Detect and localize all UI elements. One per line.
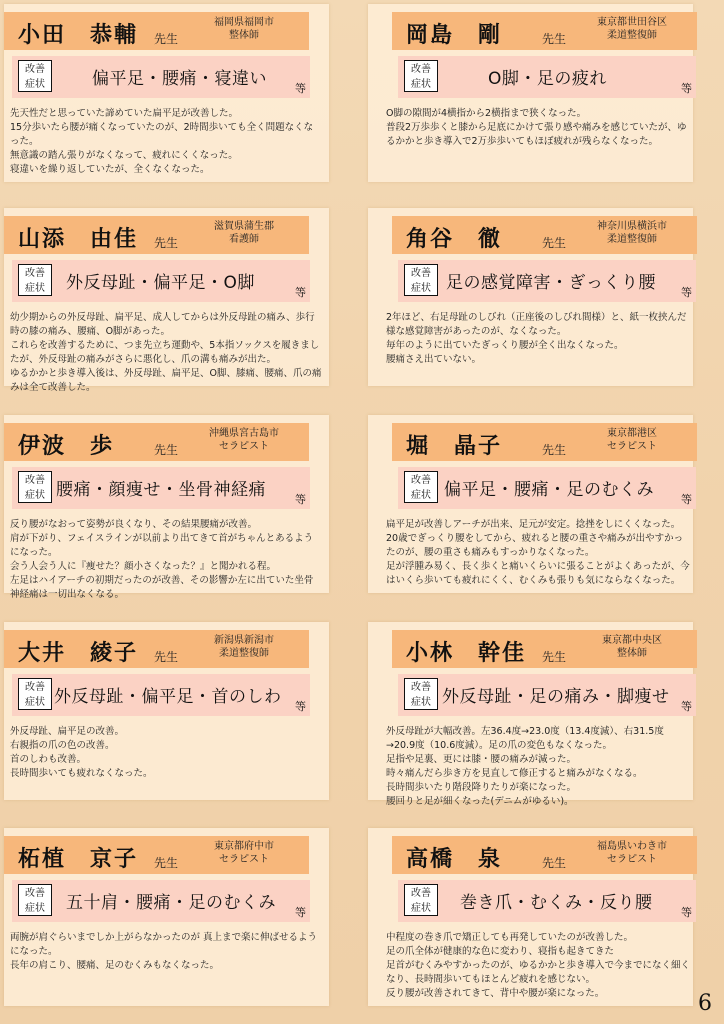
symptom-list: 腰痛・顔痩せ・坐骨神経痛 [56, 480, 266, 500]
improved-symptom-tag: 改善 症状 [404, 60, 438, 92]
etc-label: 等 [295, 700, 306, 713]
etc-label: 等 [681, 82, 692, 95]
improved-symptom-tag: 改善 症状 [18, 884, 52, 916]
name-bar [392, 630, 697, 668]
testimonial-text: 幼少期からの外反母趾、扁平足、成人してからは外反母趾の痛み、歩行時の膝の痛み、腰痛、O脚があった。 これらを改善するために、つま先立ち運動や、5本指ソックスを履きましたが、外反母趾の痛みがさらに悪化し、爪の溝も痛みが出た。 ゆるかかと歩き導入後は、外反母趾、扁平足、O脚、膝痛、腰痛、爪の痛みは全て改善した。 [10, 312, 322, 393]
symptom-list: 外反母趾・足の痛み・脚痩せ [442, 687, 670, 707]
testimonial-text: 扁平足が改善しアーチが出来、足元が安定。捻挫をしにくくなった。 20歳でぎっくり腰をしてから、疲れると腰の重さや痛みが出やすかったのが、腰の重さも痛みもすっかりなくなった。 足が浮腫み易く、長く歩くと痛いくらいに張ることがよくあったが、今はいくら歩いても疲れにくく、むくみも張りも気にならなくなった。 [386, 519, 690, 586]
etc-label: 等 [295, 286, 306, 299]
testimonial-card [4, 208, 329, 393]
testimonial-card [4, 4, 329, 182]
testimonial-card [368, 828, 693, 1006]
honorific: 先生 [154, 650, 179, 664]
etc-label: 等 [295, 493, 306, 506]
honorific: 先生 [542, 236, 567, 250]
affiliation: 東京都中央区 整体師 [602, 635, 662, 659]
symptom-list: 偏平足・腰痛・足のむくみ [444, 480, 654, 500]
person-name: 岡島 剛 [406, 22, 503, 48]
improved-symptom-tag: 改善 症状 [404, 264, 438, 296]
name-bar [4, 630, 309, 668]
symptom-bar [398, 467, 696, 509]
improved-symptom-tag: 改善 症状 [404, 471, 438, 503]
improved-symptom-tag: 改善 症状 [18, 471, 52, 503]
testimonial-text: 外反母趾、扁平足の改善。 右親指の爪の色の改善。 首のしわも改善。 長時間歩いても疲れなくなった。 [10, 726, 153, 779]
etc-label: 等 [295, 906, 306, 919]
honorific: 先生 [154, 236, 179, 250]
affiliation: 東京都府中市 セラピスト [214, 841, 274, 865]
symptom-bar [398, 56, 696, 98]
testimonial-text: 中程度の巻き爪で矯正しても再発していたのが改善した。 足の爪全体が健康的な色に変わり、寝指も起きてきた 足首がむくみやすかったのが、ゆるかかと歩き導入で今までになく細くなり、長時間歩いてもほとんど疲れを感じない。 反り腰が改善されてきて、背中や腰が楽になった。 [386, 932, 691, 999]
symptom-bar [398, 260, 696, 302]
affiliation: 東京都世田谷区 柔道整復師 [597, 17, 667, 41]
honorific: 先生 [542, 32, 567, 46]
honorific: 先生 [542, 443, 567, 457]
honorific: 先生 [542, 856, 567, 870]
etc-label: 等 [295, 82, 306, 95]
name-bar [4, 216, 309, 254]
etc-label: 等 [681, 906, 692, 919]
symptom-bar [12, 56, 310, 98]
affiliation: 沖縄県宮古島市 セラピスト [209, 428, 279, 452]
symptom-bar [12, 467, 310, 509]
testimonial-text: 外反母趾が大幅改善。左36.4度→23.0度（13.4度減）、右31.5度→20.9度（10.6度減）。足の爪の変色もなくなった。 足指や足裏、更には膝・腰の痛みが減った。 時々痛んだら歩き方を見直して修正すると痛みがなくなる。 長時間歩いたり階段降りたりが楽になった。 腰回りと足が細くなった(デニムがゆるい)。 [386, 726, 664, 807]
affiliation: 滋賀県蒲生郡 看護師 [214, 221, 274, 245]
improved-symptom-tag: 改善 症状 [18, 678, 52, 710]
testimonial-text: 2年ほど、右足母趾のしびれ（正座後のしびれ間様）と、紙一枚挟んだ様な感覚障害があったのが、なくなった。 毎年のように出ていたぎっくり腰が全く出なくなった。 腰痛さえ出ていない。 [386, 312, 687, 365]
honorific: 先生 [154, 32, 179, 46]
testimonial-card [4, 415, 329, 600]
improved-symptom-tag: 改善 症状 [404, 884, 438, 916]
person-name: 山添 由佳 [18, 226, 139, 252]
name-bar [392, 836, 697, 874]
symptom-list: 五十肩・腰痛・足のむくみ [66, 893, 276, 913]
symptom-list: O脚・足の疲れ [488, 69, 607, 89]
symptom-list: 巻き爪・むくみ・反り腰 [460, 893, 653, 913]
honorific: 先生 [154, 443, 179, 457]
affiliation: 福島県いわき市 セラピスト [597, 841, 667, 865]
person-name: 小田 恭輔 [18, 22, 139, 48]
improved-symptom-tag: 改善 症状 [18, 264, 52, 296]
testimonial-text: 反り腰がなおって姿勢が良くなり、その結果腰痛が改善。 肩が下がり、フェイスラインが以前より出てきて首がちゃんとあるようになった。 会う人会う人に『痩せた？顔小さくなった？』と聞かれる程。 左足はハイアーチの初期だったのが改善、その影響か左に出ていた坐骨神経痛は一切出なくなる。 [10, 519, 314, 600]
symptom-list: 外反母趾・偏平足・O脚 [66, 273, 255, 293]
testimonial-card [368, 208, 693, 386]
name-bar [4, 836, 309, 874]
improved-symptom-tag: 改善 症状 [404, 678, 438, 710]
person-name: 伊波 歩 [18, 433, 115, 459]
name-bar [392, 423, 697, 461]
etc-label: 等 [681, 286, 692, 299]
symptom-list: 偏平足・腰痛・寝違い [92, 69, 267, 89]
testimonial-card [4, 622, 329, 800]
affiliation: 福岡県福岡市 整体師 [214, 17, 274, 41]
symptom-list: 外反母趾・偏平足・首のしわ [54, 687, 282, 707]
affiliation: 東京都港区 セラピスト [607, 428, 657, 452]
page-number: 6 [698, 991, 712, 1016]
name-bar [392, 12, 697, 50]
person-name: 小林 幹佳 [406, 640, 527, 666]
affiliation: 神奈川県横浜市 柔道整復師 [597, 221, 667, 245]
symptom-bar [12, 260, 310, 302]
person-name: 堀 晶子 [406, 433, 503, 459]
honorific: 先生 [542, 650, 567, 664]
symptom-bar [398, 880, 696, 922]
etc-label: 等 [681, 700, 692, 713]
testimonial-card [368, 415, 693, 593]
person-name: 大井 綾子 [18, 640, 139, 666]
affiliation: 新潟県新潟市 柔道整復師 [214, 635, 274, 659]
testimonial-text: 先天性だと思っていた諦めていた扁平足が改善した。 15分歩いたら腰が痛くなっていたのが、2時間歩いても全く問題なくなった。 無意識の踏ん張りがなくなって、疲れにくくなった。 寝違いを繰り返していたが、全くなくなった。 [10, 108, 314, 175]
name-bar [4, 423, 309, 461]
symptom-list: 足の感覚障害・ぎっくり腰 [446, 273, 656, 293]
person-name: 柘植 京子 [18, 846, 139, 872]
improved-symptom-tag: 改善 症状 [18, 60, 52, 92]
honorific: 先生 [154, 856, 179, 870]
testimonial-card [4, 828, 329, 1006]
symptom-bar [12, 880, 310, 922]
name-bar [4, 12, 309, 50]
symptom-bar [398, 674, 696, 716]
testimonial-text: 両腕が肩ぐらいまでしか上がらなかったのが 真上まで楽に伸ばせるようになった。 長年の肩こり、腰痛、足のむくみもなくなった。 [10, 932, 318, 971]
testimonial-card [368, 622, 693, 807]
symptom-bar [12, 674, 310, 716]
person-name: 高橋 泉 [406, 846, 503, 872]
person-name: 角谷 徹 [406, 226, 503, 252]
etc-label: 等 [681, 493, 692, 506]
name-bar [392, 216, 697, 254]
testimonial-card [368, 4, 693, 182]
testimonial-text: O脚の隙間が4横指から2横指まで狭くなった。 普段2万歩歩くと膝から足底にかけて張り感や痛みを感じていたが、ゆるかかと歩き導入で2万歩歩いてもほぼ疲れが残らなくなった。 [386, 108, 687, 147]
